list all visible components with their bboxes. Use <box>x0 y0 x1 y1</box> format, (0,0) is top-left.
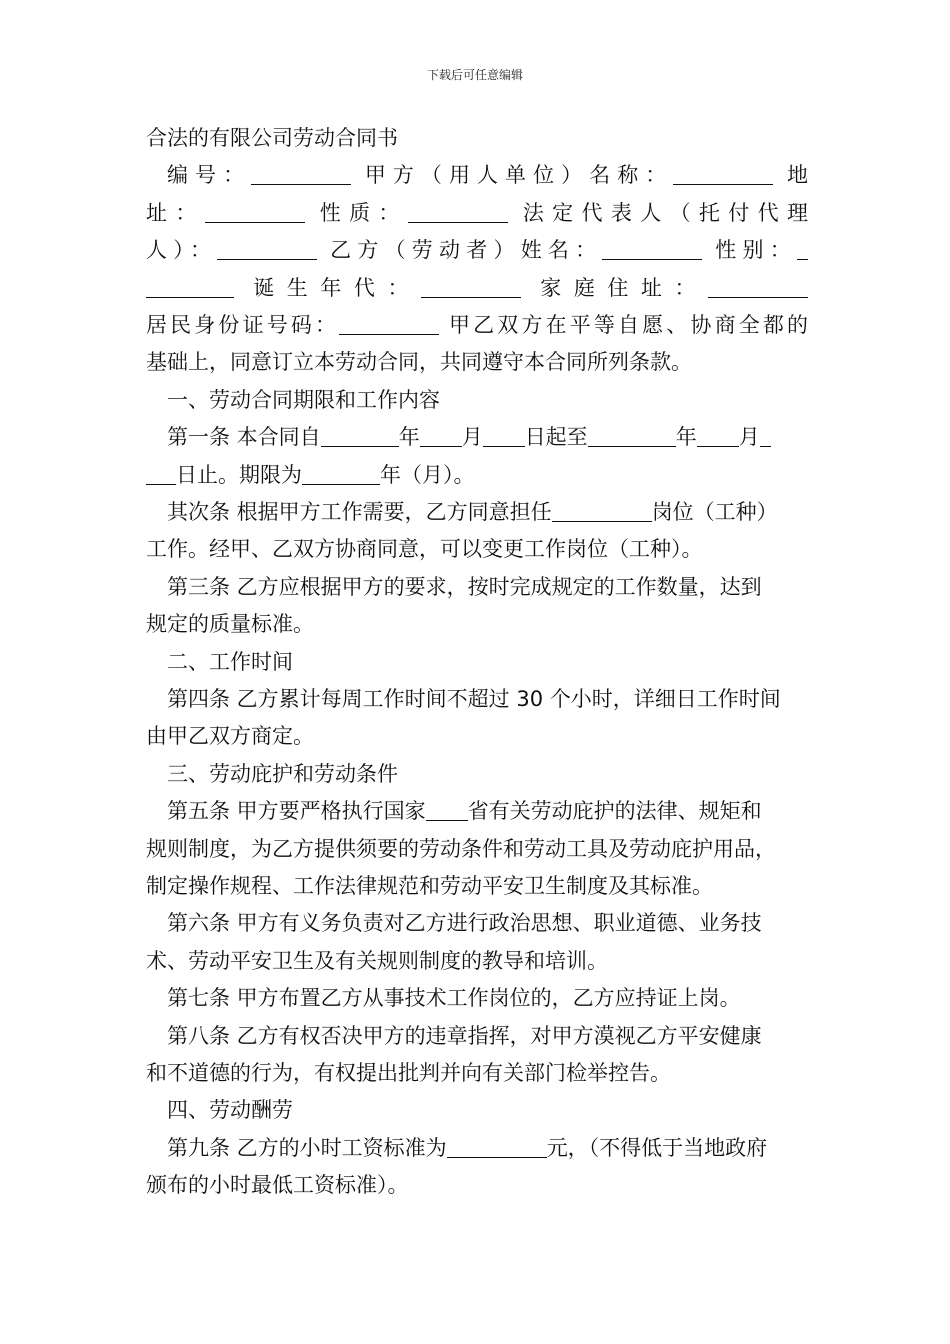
section-2-heading: 二、工作时间 <box>167 649 293 674</box>
article-5-line-2: 规则制度，为乙方提供须要的劳动条件和劳动工具及劳动庇护用品， <box>146 836 776 861</box>
article-8-line-1: 第八条 乙方有权否决甲方的违章指挥，对甲方漠视乙方平安健康 <box>167 1023 762 1048</box>
article-9-line-1 <box>146 1130 808 1167</box>
text-segment: 甲方（用人单位）名称： <box>364 163 674 188</box>
blank[interactable] <box>483 422 525 447</box>
blank[interactable] <box>588 422 676 447</box>
blank[interactable] <box>146 460 176 485</box>
section-4-heading: 四、劳动酬劳 <box>167 1098 293 1123</box>
text-segment: 第一条 本合同自 <box>167 425 321 450</box>
page-header: 下载后可任意编辑 <box>426 68 523 82</box>
blank[interactable] <box>217 235 317 260</box>
article-2-line-1 <box>146 494 808 531</box>
article-1-line-1 <box>146 419 808 456</box>
article-7-line-1: 第七条 甲方布置乙方从事技术工作岗位的，乙方应持证上岗。 <box>167 986 741 1011</box>
article-5-line-1 <box>146 793 808 830</box>
blank[interactable] <box>205 198 305 223</box>
blank[interactable] <box>673 160 773 185</box>
article-1-line-2 <box>146 457 808 494</box>
article-5-line-3: 制定操作规程、工作法律规范和劳动平安卫生制度及其标准。 <box>146 874 713 899</box>
article-3-line-1: 第三条 乙方应根据甲方的要求，按时完成规定的工作数量，达到 <box>167 574 762 599</box>
text-segment: 年 <box>398 425 420 450</box>
text-segment: 月 <box>461 425 483 450</box>
section-1-heading: 一、劳动合同期限和工作内容 <box>167 387 440 412</box>
document-title: 合法的有限公司劳动合同书 <box>146 126 398 150</box>
article-6-line-2: 术、劳动平安卫生及有关规则制度的教导和培训。 <box>146 948 608 973</box>
text-segment: 日止。期限为 <box>176 462 302 487</box>
blank[interactable] <box>302 460 380 485</box>
text-segment: 其次条 根据甲方工作需要，乙方同意担任 <box>167 499 552 524</box>
text-segment: 年（月）。 <box>380 462 475 487</box>
blank[interactable] <box>339 310 439 335</box>
text-segment: 乙方（劳动者）姓名： <box>330 238 603 263</box>
article-8-line-2: 和不道德的行为，有权提出批判并向有关部门检举控告。 <box>146 1061 671 1086</box>
text-segment: 元，（不得低于当地政府 <box>546 1135 768 1160</box>
text-segment: 诞生年代： <box>253 275 421 300</box>
blank[interactable] <box>552 497 652 522</box>
article-2-line-2: 工作。经甲、乙双方协商同意，可以变更工作岗位（工种）。 <box>146 537 703 562</box>
text-segment: 家庭住址： <box>540 275 708 300</box>
blank[interactable] <box>447 1133 547 1158</box>
article-6-line-1: 第六条 甲方有义务负责对乙方进行政治思想、职业道德、业务技 <box>167 911 762 936</box>
text-segment: 址： <box>146 200 205 225</box>
blank[interactable] <box>420 422 462 447</box>
document-body <box>146 120 808 1205</box>
field-line-5 <box>146 307 808 344</box>
blank[interactable] <box>708 273 808 298</box>
text-segment: 人）： <box>146 238 218 263</box>
field-line-1 <box>146 157 808 194</box>
text-segment: 法定代表人（托付代理 <box>522 200 808 225</box>
blank[interactable] <box>697 422 739 447</box>
text-segment: 岗位（工种） <box>651 499 778 524</box>
text-segment: 月 <box>738 425 760 450</box>
text-segment: 性质： <box>319 200 408 225</box>
blank[interactable] <box>146 273 234 298</box>
text-segment: 地 <box>787 163 808 188</box>
text-segment: 性别： <box>715 238 797 263</box>
article-9-line-2: 颁布的小时最低工资标准）。 <box>146 1173 409 1198</box>
text-segment: 年 <box>675 425 697 450</box>
text-segment: 省有关劳动庇护的法律、规矩和 <box>467 799 762 824</box>
field-line-4 <box>146 270 808 307</box>
intro-line: 基础上，同意订立本劳动合同，共同遵守本合同所列条款。 <box>146 350 692 375</box>
blank[interactable] <box>421 273 521 298</box>
article-4-line-1: 第四条 乙方累计每周工作时间不超过 30 个小时，详细日工作时间 <box>167 687 781 712</box>
field-line-3 <box>146 232 808 269</box>
article-3-line-2: 规定的质量标准。 <box>146 612 314 637</box>
field-line-2 <box>146 195 808 232</box>
blank[interactable] <box>602 235 702 260</box>
text-segment: 编号： <box>167 163 252 188</box>
text-segment: 居民身份证号码： <box>146 312 340 337</box>
blank[interactable] <box>797 235 808 260</box>
article-4-line-2: 由甲乙双方商定。 <box>146 724 314 749</box>
blank[interactable] <box>426 796 468 821</box>
text-segment: 日起至 <box>524 425 588 450</box>
blank[interactable] <box>321 422 399 447</box>
blank[interactable] <box>760 422 771 447</box>
text-segment: 第五条 甲方要严格执行国家 <box>167 799 426 824</box>
blank[interactable] <box>251 160 351 185</box>
blank[interactable] <box>408 198 508 223</box>
text-segment: 甲乙双方在平等自愿、协商全都的 <box>448 312 808 337</box>
text-segment: 第九条 乙方的小时工资标准为 <box>167 1135 447 1160</box>
section-3-heading: 三、劳动庇护和劳动条件 <box>167 761 398 786</box>
